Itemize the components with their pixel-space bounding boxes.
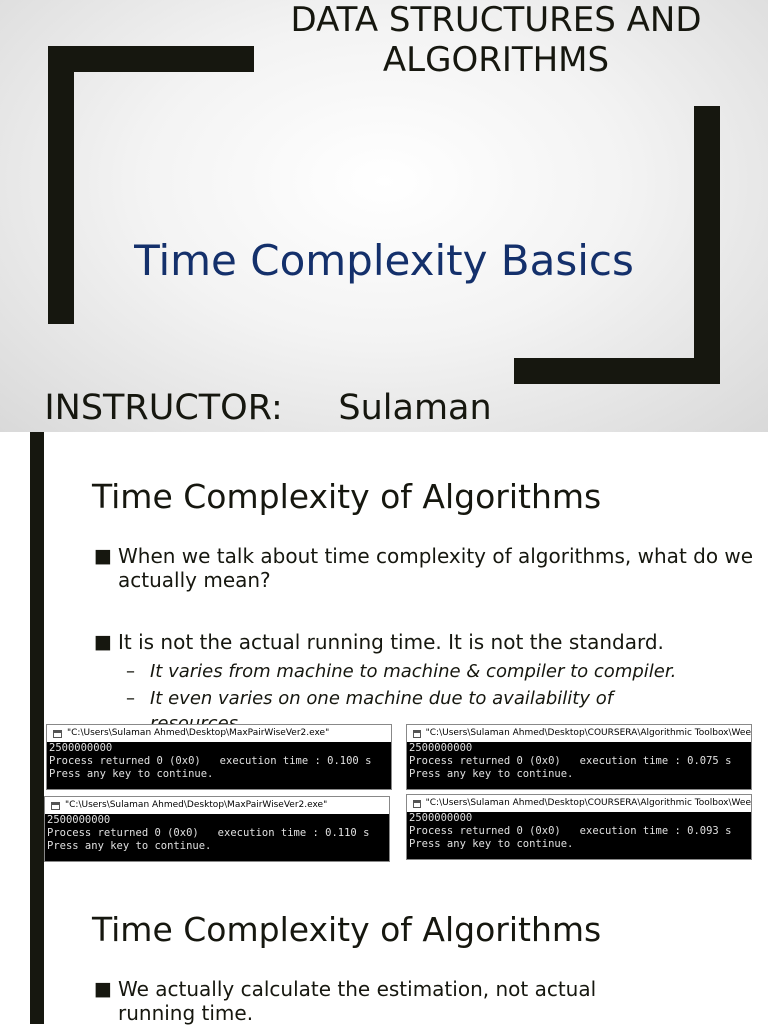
console-window [406,724,752,790]
console-output-line: Process returned 0 (0x0) execution time : 0.093 s [409,825,732,837]
console-output-line: Process returned 0 (0x0) execution time : 0.110 s [47,827,370,839]
content-slide-1 [0,432,768,866]
slide-heading: Time Complexity of Algorithms [92,477,602,516]
console-output-line: 2500000000 [409,812,473,824]
console-titlebar [45,797,389,814]
sub-bullet-text: It varies from machine to machine & compiler to compiler. [150,661,677,682]
square-bullet-icon: ■ [94,631,112,653]
console-title: "C:\Users\Sulaman Ahmed\Desktop\MaxPairWiseVer2.exe" [65,800,328,810]
console-window-icon [413,800,421,808]
console-title: "C:\Users\Sulaman Ahmed\Desktop\COURSERA\Algorithmic Toolbox\Wee [425,798,751,808]
console-output-line: 2500000000 [47,814,111,826]
bullet-text: It is not the actual running time. It is not the standard. [118,630,664,654]
square-bullet-icon: ■ [94,978,112,1000]
console-titlebar [407,795,751,812]
instructor-line-1: INSTRUCTOR: Sulaman [44,388,492,428]
console-output-line: Process returned 0 (0x0) execution time : 0.100 s [49,755,372,767]
bullet-text: When we talk about time complexity of algorithms, what do we actually mean? [118,544,754,592]
accent-side-bar [30,866,44,1024]
console-output-line: 2500000000 [49,742,113,754]
console-titlebar [407,725,751,742]
console-window [46,724,392,790]
bullet-item [94,977,754,1025]
console-title: "C:\Users\Sulaman Ahmed\Desktop\MaxPairWiseVer2.exe" [67,728,330,738]
sub-bullet-item [126,686,756,722]
console-window [406,794,752,860]
dash-bullet-icon: – [126,688,135,709]
console-output-line: Press any key to continue. [409,838,574,850]
accent-side-bar [30,432,44,866]
console-output-line: Press any key to continue. [409,768,574,780]
slide-title: Time Complexity Basics [134,236,634,285]
course-title [220,0,772,80]
slide-heading: Time Complexity of Algorithms [92,910,602,949]
sub-bullet-text: It even varies on one machine due to availability of [150,688,614,709]
console-output-line: Press any key to continue. [47,840,212,852]
console-output-line: Press any key to continue. [49,768,214,780]
console-titlebar [47,725,391,742]
frame-bracket-right-bottom [514,358,720,384]
bullet-item [94,630,754,654]
console-title: "C:\Users\Sulaman Ahmed\Desktop\COURSERA\Algorithmic Toolbox\Wee [425,728,751,738]
console-window-icon [413,730,421,738]
course-title-line-1: DATA STRUCTURES AND [290,0,702,40]
content-slide-2 [0,866,768,1024]
sub-bullet-item [126,659,756,684]
dash-bullet-icon: – [126,661,135,682]
console-window [44,796,390,862]
console-output-line: 2500000000 [409,742,473,754]
bullet-item [94,544,754,592]
console-window-icon [53,730,62,738]
bullet-text: We actually calculate the estimation, not actual running time. [118,977,597,1025]
course-title-line-2: ALGORITHMS [382,40,610,80]
square-bullet-icon: ■ [94,545,112,567]
console-output-line: Process returned 0 (0x0) execution time : 0.075 s [409,755,732,767]
console-window-icon [51,802,60,810]
title-slide [0,0,768,432]
